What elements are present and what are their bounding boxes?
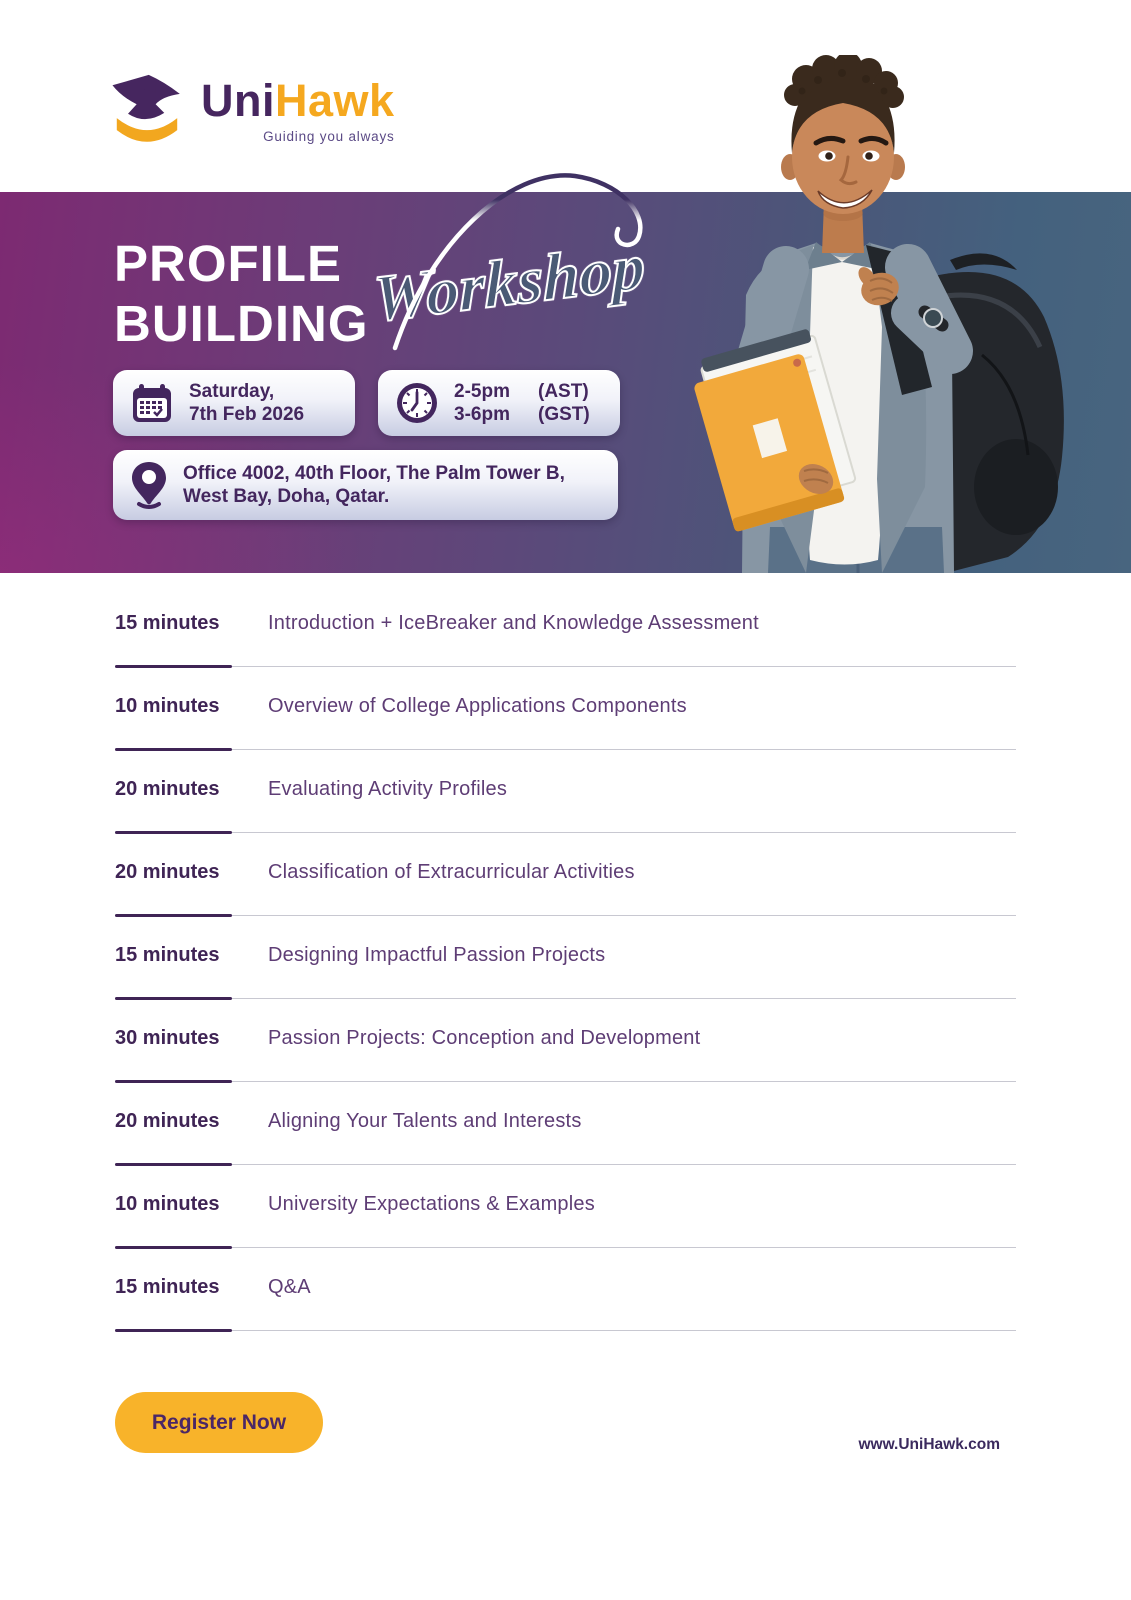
brand-tagline: Guiding you always bbox=[263, 129, 395, 144]
student-photo bbox=[620, 55, 1131, 573]
register-now-button[interactable]: Register Now bbox=[115, 1392, 323, 1453]
agenda-list bbox=[115, 585, 1016, 1332]
page-title bbox=[114, 234, 368, 354]
clock-icon bbox=[394, 380, 440, 426]
time-range-2: 3-6pm bbox=[454, 404, 510, 425]
agenda-topic: Overview of College Applications Components bbox=[268, 695, 687, 717]
agenda-duration: 10 minutes bbox=[115, 1193, 220, 1215]
agenda-duration: 20 minutes bbox=[115, 1110, 220, 1132]
agenda-row bbox=[115, 1249, 1016, 1332]
time-zone-2: (GST) bbox=[538, 404, 590, 425]
agenda-row bbox=[115, 585, 1016, 668]
location-line-1: Office 4002, 40th Floor, The Palm Tower B, bbox=[183, 463, 565, 484]
agenda-topic: Classification of Extracurricular Activities bbox=[268, 861, 635, 883]
time-badge bbox=[378, 370, 620, 436]
time-range-1: 2-5pm bbox=[454, 381, 510, 402]
brand-hawk: Hawk bbox=[275, 75, 395, 126]
agenda-topic: Q&A bbox=[268, 1276, 311, 1298]
row-divider bbox=[115, 1329, 1016, 1332]
agenda-topic: Passion Projects: Conception and Development bbox=[268, 1027, 701, 1049]
website-link[interactable]: www.UniHawk.com bbox=[858, 1436, 1000, 1453]
agenda-row bbox=[115, 751, 1016, 834]
agenda-duration: 20 minutes bbox=[115, 778, 220, 800]
calendar-icon bbox=[129, 380, 175, 426]
agenda-topic: Designing Impactful Passion Projects bbox=[268, 944, 606, 966]
title-line-1: PROFILE bbox=[114, 235, 343, 292]
date-line-2: 7th Feb 2026 bbox=[189, 404, 305, 425]
title-line-2: BUILDING bbox=[114, 295, 369, 352]
agenda-topic: Aligning Your Talents and Interests bbox=[268, 1110, 582, 1132]
agenda-duration: 15 minutes bbox=[115, 1276, 220, 1298]
agenda-row bbox=[115, 668, 1016, 751]
location-line-2: West Bay, Doha, Qatar. bbox=[183, 486, 390, 507]
workshop-script: Workshop bbox=[372, 229, 646, 337]
unihawk-logo bbox=[103, 68, 395, 150]
agenda-topic: Evaluating Activity Profiles bbox=[268, 778, 508, 800]
date-badge bbox=[113, 370, 355, 436]
agenda-row bbox=[115, 1166, 1016, 1249]
agenda-duration: 20 minutes bbox=[115, 861, 220, 883]
agenda-row bbox=[115, 1083, 1016, 1166]
brand-name bbox=[201, 75, 395, 126]
agenda-row bbox=[115, 834, 1016, 917]
date-line-1: Saturday, bbox=[189, 381, 275, 402]
agenda-duration: 15 minutes bbox=[115, 612, 220, 634]
agenda-duration: 15 minutes bbox=[115, 944, 220, 966]
agenda-row bbox=[115, 1000, 1016, 1083]
agenda-topic: Introduction + IceBreaker and Knowledge Assessment bbox=[268, 612, 759, 634]
agenda-duration: 10 minutes bbox=[115, 695, 220, 717]
logo-text bbox=[201, 68, 395, 144]
brand-uni: Uni bbox=[201, 75, 275, 126]
agenda-duration: 30 minutes bbox=[115, 1027, 220, 1049]
location-pin-icon bbox=[129, 460, 169, 510]
location-badge bbox=[113, 450, 618, 520]
agenda-row bbox=[115, 917, 1016, 1000]
agenda-topic: University Expectations & Examples bbox=[268, 1193, 595, 1215]
time-zone-1: (AST) bbox=[538, 381, 589, 402]
hawk-logo-icon bbox=[103, 68, 191, 150]
